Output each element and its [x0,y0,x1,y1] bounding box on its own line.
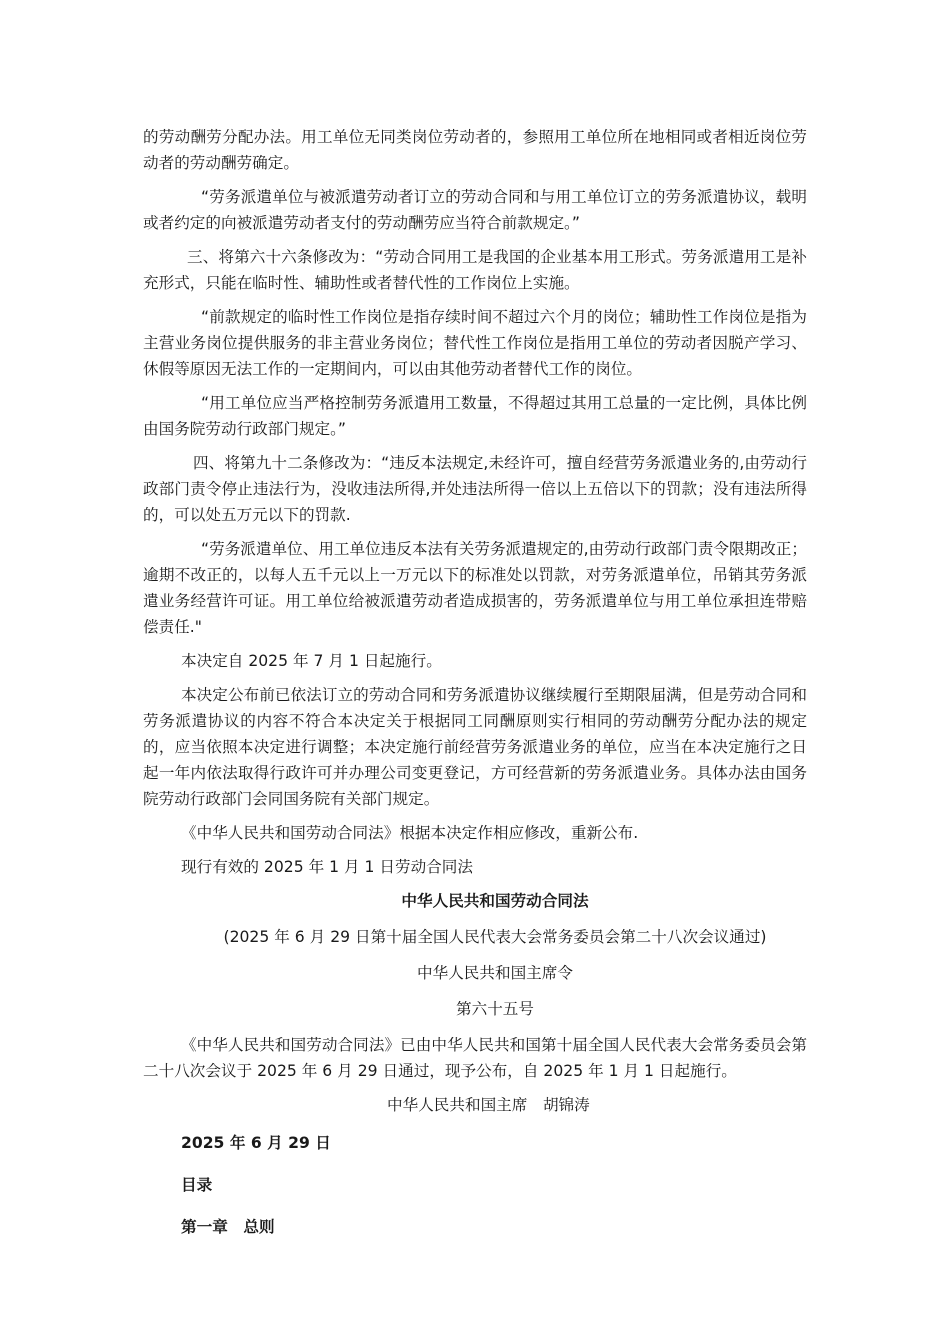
signing-date: 2025 年 6 月 29 日 [181,1134,331,1152]
order-title: 中华人民共和国主席令 [417,964,573,982]
table-of-contents-label: 目录 [181,1176,213,1194]
president-signature: 中华人民共和国主席 胡锦涛 [387,1096,590,1114]
paragraph-2: “劳务派遣单位与被派遣劳动者订立的劳动合同和与用工单位订立的劳务派遣协议，载明或者约定的向被派遣劳动者支付的劳动酬劳应当符合前款规定。” [143,188,807,232]
article-66-amendment: 三、将第六十六条修改为：“劳动合同用工是我国的企业基本用工形式。劳务派遣用工是补充形式，只能在临时性、辅助性或者替代性的工作岗位上实施。 [143,248,807,292]
article-92-amendment: 四、将第九十二条修改为：“违反本法规定,未经许可，擅自经营劳务派遣业务的,由劳动行政部门责令停止违法行为，没收违法所得,并处违法所得一倍以上五倍以下的罚款；没有违法所得的，可以处五万元以下的罚款. [143,454,807,524]
paragraph-1: 的劳动酬劳分配办法。用工单位无同类岗位劳动者的，参照用工单位所在地相同或者相近岗位劳动者的劳动酬劳确定。 [143,128,807,172]
effective-date-paragraph: 本决定自 2025 年 7 月 1 日起施行。 [181,652,442,670]
paragraph-4: “前款规定的临时性工作岗位是指存续时间不超过六个月的岗位；辅助性工作岗位是指为主营业务岗位提供服务的非主营业务岗位；替代性工作岗位是指用工单位的劳动者因脱产学习、休假等原因无法工作的一定期间内，可以由其他劳动者替代工作的岗位。 [143,308,807,378]
transition-paragraph: 本决定公布前已依法订立的劳动合同和劳务派遣协议继续履行至期限届满，但是劳动合同和劳务派遣协议的内容不符合本决定关于根据同工同酬原则实行相同的劳动酬劳分配办法的规定的，应当依照本决定进行调整；本决定施行前经营劳务派遣业务的单位，应当在本决定施行之日起一年内依法取得行政许可并办理公司变更登记，方可经营新的劳务派遣业务。具体办法由国务院劳动行政部门会同国务院有关部门规定。 [143,686,807,808]
document-body [143,124,807,1252]
paragraph-5: “用工单位应当严格控制劳务派遣用工数量，不得超过其用工总量的一定比例，具体比例由国务院劳动行政部门规定。” [143,394,807,438]
chapter-1-heading: 第一章 总则 [181,1218,275,1236]
republication-paragraph: 《中华人民共和国劳动合同法》根据本决定作相应修改，重新公布. [181,824,639,842]
order-number: 第六十五号 [456,1000,534,1018]
current-law-note: 现行有效的 2025 年 1 月 1 日劳动合同法 [181,858,473,876]
paragraph-7: “劳务派遣单位、用工单位违反本法有关劳务派遣规定的,由劳动行政部门责令限期改正；逾期不改正的，以每人五千元以上一万元以下的标准处以罚款，对劳务派遣单位，吊销其劳务派遣业务经营许可证。用工单位给被派遣劳动者造成损害的，劳务派遣单位与用工单位承担连带赔偿责任." [143,540,807,636]
adoption-note: (2025 年 6 月 29 日第十届全国人民代表大会常务委员会第二十八次会议通过) [223,928,767,946]
law-title: 中华人民共和国劳动合同法 [401,892,589,910]
promulgation-paragraph: 《中华人民共和国劳动合同法》已由中华人民共和国第十届全国人民代表大会常务委员会第二十八次会议于 2025 年 6 月 29 日通过，现予公布，自 2025 年 1 月 1 日起施行。 [143,1036,807,1080]
